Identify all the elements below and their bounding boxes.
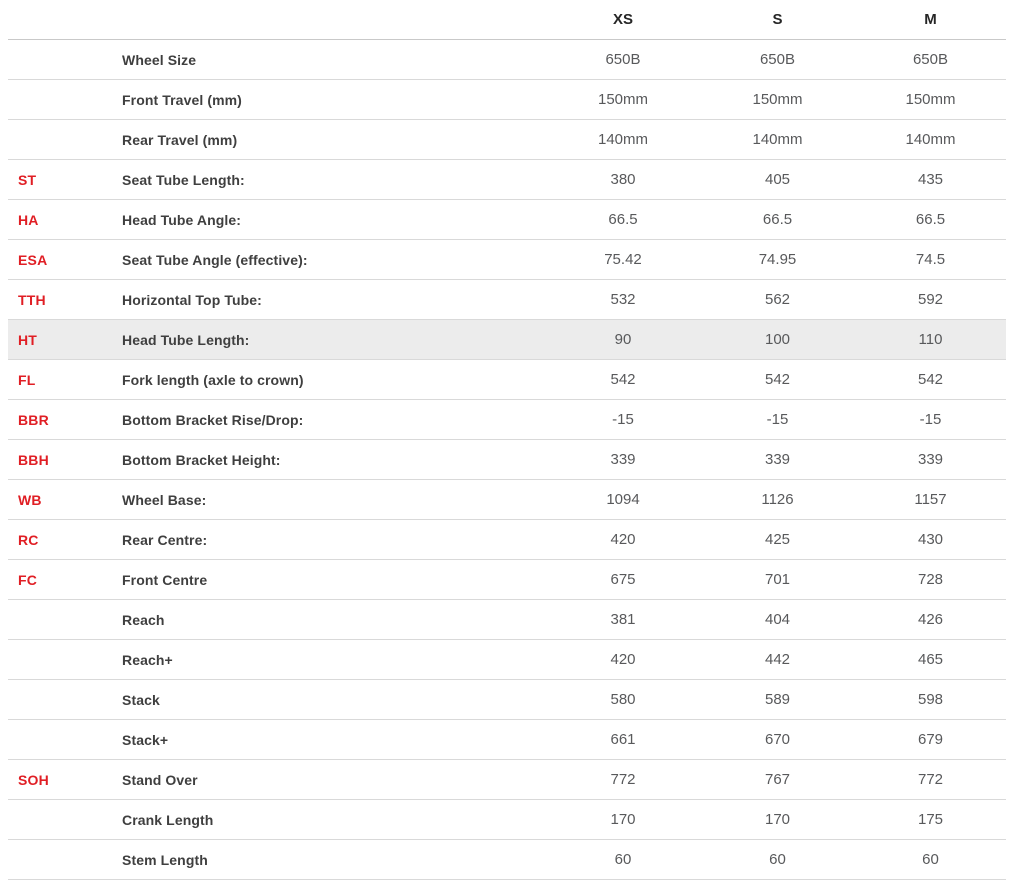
row-value-m: 728 [917,571,944,588]
table-row-horizontal-top-tube[interactable] [8,280,1006,320]
row-value-m: 1157 [914,491,947,508]
row-value-m: 592 [917,291,944,308]
table-row-wheel-size[interactable] [8,40,1006,80]
column-header-s: S [772,11,783,28]
row-value-m: 60 [922,851,939,868]
table-row-front-travel[interactable] [8,80,1006,120]
row-abbr: WB [18,491,42,508]
row-value-s: 767 [764,771,791,788]
table-row-crank-length[interactable] [8,800,1006,840]
row-label: Front Travel (mm) [122,91,242,108]
row-value-s: 650B [759,51,796,68]
row-value-m: 74.5 [915,251,946,268]
row-label: Head Tube Angle: [122,211,242,228]
row-abbr: BBH [18,451,49,468]
row-value-s: 100 [764,331,791,348]
row-value-xs: 661 [610,731,636,748]
row-label: Wheel Base: [122,491,207,508]
row-label: Horizontal Top Tube: [122,291,262,308]
row-value-m: 150mm [905,91,956,108]
row-value-xs: 380 [610,171,636,188]
row-value-m: 650B [912,51,949,68]
row-abbr: RC [18,531,39,548]
table-row-seat-tube-angle[interactable] [8,240,1006,280]
row-value-m: 542 [917,371,944,388]
row-value-xs: 66.5 [608,211,638,228]
table-header-row [8,0,1006,40]
row-value-s: 425 [764,531,791,548]
table-row-wheel-base[interactable] [8,480,1006,520]
table-row-rear-travel[interactable] [8,120,1006,160]
table-row-head-tube-length[interactable] [8,320,1006,360]
row-value-s: 60 [769,851,786,868]
row-label: Fork length (axle to crown) [122,371,304,388]
table-row-bb-rise-drop[interactable] [8,400,1006,440]
row-value-xs: 650B [605,51,641,68]
row-value-m: 426 [917,611,944,628]
table-row-stack-plus[interactable] [8,720,1006,760]
row-label: Stand Over [122,771,198,788]
row-value-s: 150mm [752,91,803,108]
row-label: Stack+ [122,731,169,748]
row-value-s: 1126 [761,491,794,508]
table-row-rear-centre[interactable] [8,520,1006,560]
row-value-xs: 675 [610,571,636,588]
row-value-s: 562 [764,291,791,308]
row-value-xs: 420 [610,651,636,668]
row-value-s: 442 [764,651,791,668]
row-label: Wheel Size [122,51,197,68]
table-row-head-tube-angle[interactable] [8,200,1006,240]
table-row-stand-over[interactable] [8,760,1006,800]
row-abbr: ST [18,171,37,188]
row-value-xs: 532 [610,291,636,308]
row-value-m: 465 [917,651,944,668]
row-label: Head Tube Length: [122,331,250,348]
row-value-xs: 60 [614,851,632,868]
row-value-m: 339 [917,451,944,468]
row-value-xs: 381 [610,611,636,628]
row-abbr: TTH [18,291,46,308]
row-label: Seat Tube Length: [122,171,245,188]
row-label: Rear Centre: [122,531,208,548]
row-label: Bottom Bracket Height: [122,451,281,468]
row-value-xs: 90 [614,331,632,348]
row-value-m: 679 [917,731,944,748]
row-value-xs: 150mm [597,91,649,108]
row-label: Stack [122,691,160,708]
table-row-front-centre[interactable] [8,560,1006,600]
row-value-s: 589 [764,691,791,708]
row-value-s: 404 [764,611,791,628]
row-value-xs: 1094 [606,491,640,508]
row-value-xs: 339 [610,451,636,468]
row-value-xs: 75.42 [604,251,642,268]
row-value-m: 175 [917,811,944,828]
row-value-s: 542 [764,371,791,388]
row-abbr: SOH [18,771,49,788]
row-value-s: -15 [766,411,789,428]
row-abbr: FC [18,571,38,588]
row-label: Bottom Bracket Rise/Drop: [122,411,304,428]
table-row-reach[interactable] [8,600,1006,640]
row-label: Rear Travel (mm) [122,131,238,148]
table-row-fork-length[interactable] [8,360,1006,400]
row-value-xs: 170 [610,811,636,828]
row-value-m: 110 [918,331,943,348]
row-label: Stem Length [122,851,208,868]
row-abbr: BBR [18,411,49,428]
row-value-m: 435 [917,171,944,188]
table-row-bb-height[interactable] [8,440,1006,480]
column-header-xs: XS [612,11,633,28]
row-value-s: 170 [764,811,791,828]
row-value-xs: 772 [610,771,636,788]
table-row-seat-tube-length[interactable] [8,160,1006,200]
row-value-s: 66.5 [762,211,793,228]
row-label: Reach [122,611,165,628]
row-value-m: 598 [917,691,944,708]
row-value-s: 339 [764,451,791,468]
row-value-xs: 580 [610,691,636,708]
row-value-s: 140mm [752,131,803,148]
table-row-stem-length[interactable] [8,840,1006,880]
row-label: Reach+ [122,651,173,668]
row-value-m: 772 [917,771,944,788]
row-label: Seat Tube Angle (effective): [122,251,308,268]
row-value-xs: 140mm [597,131,649,148]
row-value-s: 670 [764,731,791,748]
row-label: Crank Length [122,811,214,828]
row-value-xs: 420 [610,531,636,548]
geometry-table [8,0,1006,880]
row-abbr: HT [18,331,38,348]
row-abbr: HA [18,211,39,228]
row-value-m: 140mm [905,131,956,148]
row-value-s: 74.95 [758,251,797,268]
table-row-reach-plus[interactable] [8,640,1006,680]
row-value-m: 430 [917,531,944,548]
row-value-m: 66.5 [915,211,946,228]
row-value-s: 405 [764,171,791,188]
table-row-stack[interactable] [8,680,1006,720]
row-value-xs: 542 [610,371,636,388]
row-label: Front Centre [122,571,208,588]
row-value-s: 701 [764,571,791,588]
column-header-m: M [924,11,937,28]
row-value-xs: -15 [612,411,634,428]
row-abbr: ESA [18,251,48,268]
row-abbr: FL [18,371,36,388]
row-value-m: -15 [919,411,942,428]
